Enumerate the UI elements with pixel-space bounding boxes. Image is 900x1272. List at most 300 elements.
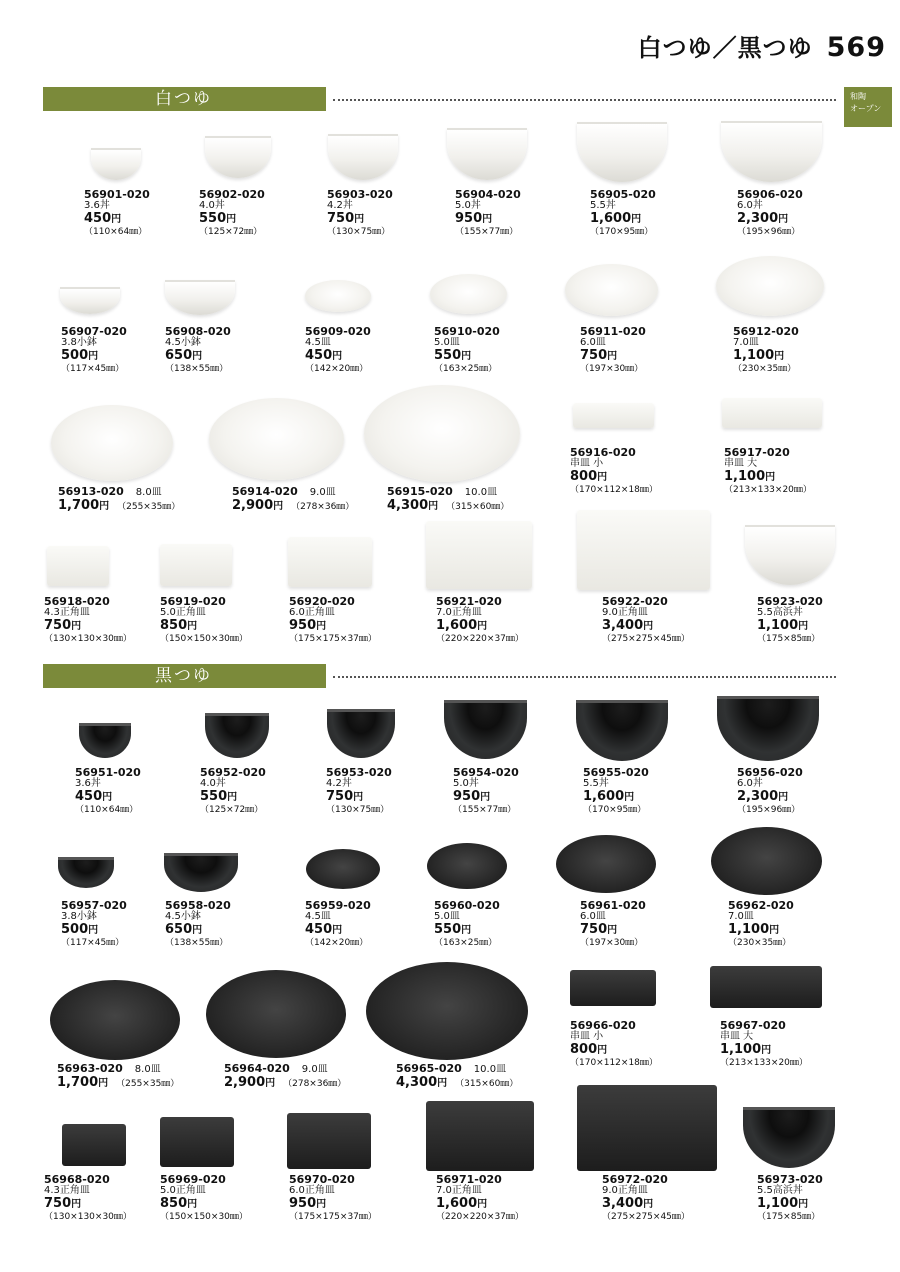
product-image bbox=[426, 521, 532, 589]
product-name: 6.0正角皿 bbox=[289, 607, 335, 618]
product-dimensions: （170×95㎜） bbox=[583, 805, 647, 815]
product-image bbox=[79, 723, 131, 758]
product-price: 2,900 bbox=[232, 498, 274, 513]
product-price: 450 bbox=[305, 348, 333, 363]
product-image bbox=[327, 709, 395, 758]
product-price: 750 bbox=[580, 922, 608, 937]
product-name: 10.0皿 bbox=[473, 1064, 507, 1075]
product-name: 8.0皿 bbox=[135, 487, 162, 498]
product-name: 4.0丼 bbox=[199, 200, 225, 211]
product-price: 950 bbox=[289, 618, 317, 633]
product-dimensions: （278×36㎜） bbox=[291, 502, 355, 512]
product-price: 450 bbox=[75, 789, 103, 804]
product-item bbox=[570, 1020, 658, 1069]
side-tab-line2: オープン bbox=[850, 104, 882, 113]
yen-unit: 円 bbox=[187, 621, 198, 632]
product-item bbox=[455, 189, 521, 238]
product-dimensions: （175×85㎜） bbox=[757, 634, 821, 644]
product-price: 550 bbox=[434, 922, 462, 937]
product-image bbox=[51, 405, 173, 481]
product-code: 56914-020 bbox=[232, 485, 298, 498]
product-item bbox=[570, 447, 658, 496]
product-dimensions: （213×133×20㎜） bbox=[720, 1058, 808, 1068]
product-item bbox=[165, 326, 231, 375]
product-dimensions: （315×60㎜） bbox=[455, 1079, 519, 1089]
product-item bbox=[200, 767, 266, 816]
yen-unit: 円 bbox=[461, 351, 472, 362]
product-image bbox=[556, 835, 656, 893]
yen-unit: 円 bbox=[774, 351, 785, 362]
product-code: 56906-020 bbox=[737, 188, 803, 201]
product-code: 56907-020 bbox=[61, 325, 127, 338]
product-name: 7.0正角皿 bbox=[436, 1185, 482, 1196]
product-item bbox=[453, 767, 519, 816]
yen-unit: 円 bbox=[643, 1199, 654, 1210]
yen-unit: 円 bbox=[643, 621, 654, 632]
product-price: 4,300 bbox=[387, 498, 429, 513]
product-code: 56957-020 bbox=[61, 899, 127, 912]
product-price: 2,900 bbox=[224, 1075, 266, 1090]
product-dimensions: （230×35㎜） bbox=[733, 364, 797, 374]
product-price: 450 bbox=[84, 211, 112, 226]
product-item bbox=[289, 1174, 377, 1223]
product-name: 3.6丼 bbox=[75, 778, 101, 789]
product-code: 56916-020 bbox=[570, 446, 636, 459]
yen-unit: 円 bbox=[631, 214, 642, 225]
product-code: 56910-020 bbox=[434, 325, 500, 338]
product-image bbox=[364, 385, 520, 482]
product-name: 5.5高浜丼 bbox=[757, 1185, 803, 1196]
yen-unit: 円 bbox=[354, 214, 365, 225]
product-name: 5.0正角皿 bbox=[160, 1185, 206, 1196]
product-code: 56905-020 bbox=[590, 188, 656, 201]
product-image bbox=[91, 148, 141, 180]
product-image bbox=[447, 128, 527, 180]
yen-unit: 円 bbox=[265, 1078, 276, 1089]
product-dimensions: （197×30㎜） bbox=[580, 364, 644, 374]
yen-unit: 円 bbox=[332, 351, 343, 362]
product-item bbox=[724, 447, 812, 496]
product-price: 650 bbox=[165, 348, 193, 363]
product-name: 7.0皿 bbox=[733, 337, 759, 348]
yen-unit: 円 bbox=[477, 621, 488, 632]
product-code: 56912-020 bbox=[733, 325, 799, 338]
product-price: 1,100 bbox=[720, 1042, 762, 1057]
page-number: 569 bbox=[826, 32, 886, 63]
product-image bbox=[205, 713, 269, 758]
product-item bbox=[757, 596, 823, 645]
product-image bbox=[205, 136, 271, 178]
product-image bbox=[710, 966, 822, 1008]
product-image bbox=[305, 280, 371, 312]
section-divider-white bbox=[333, 99, 836, 101]
product-name: 10.0皿 bbox=[464, 487, 498, 498]
product-name: 5.5高浜丼 bbox=[757, 607, 803, 618]
product-item bbox=[436, 1174, 524, 1223]
product-name: 7.0正角皿 bbox=[436, 607, 482, 618]
product-code: 56967-020 bbox=[720, 1019, 786, 1032]
product-name: 9.0正角皿 bbox=[602, 1185, 648, 1196]
yen-unit: 円 bbox=[316, 1199, 327, 1210]
page-title-text: 白つゆ／黒つゆ bbox=[637, 34, 813, 62]
yen-unit: 円 bbox=[273, 501, 284, 512]
product-dimensions: （130×130×30㎜） bbox=[44, 634, 132, 644]
product-name: 7.0皿 bbox=[728, 911, 754, 922]
product-code: 56904-020 bbox=[455, 188, 521, 201]
product-dimensions: （155×77㎜） bbox=[455, 227, 519, 237]
product-image bbox=[60, 287, 120, 314]
product-name: 3.8小鉢 bbox=[61, 337, 97, 348]
product-code: 56911-020 bbox=[580, 325, 646, 338]
product-image bbox=[716, 256, 824, 316]
product-dimensions: （275×275×45㎜） bbox=[602, 1212, 690, 1222]
product-dimensions: （117×45㎜） bbox=[61, 364, 125, 374]
product-price: 450 bbox=[305, 922, 333, 937]
product-image bbox=[366, 962, 528, 1060]
product-name: 5.5丼 bbox=[583, 778, 609, 789]
product-price: 750 bbox=[44, 618, 72, 633]
section-header-black: 黒つゆ bbox=[43, 664, 326, 688]
product-name: 8.0皿 bbox=[134, 1064, 161, 1075]
product-name: 4.2丼 bbox=[326, 778, 352, 789]
product-name: 4.2丼 bbox=[327, 200, 353, 211]
section-divider-black bbox=[333, 676, 836, 678]
yen-unit: 円 bbox=[437, 1078, 448, 1089]
product-price: 2,300 bbox=[737, 211, 779, 226]
yen-unit: 円 bbox=[461, 925, 472, 936]
product-image bbox=[570, 970, 656, 1006]
product-image bbox=[160, 1117, 234, 1167]
product-name: 串皿 大 bbox=[724, 458, 758, 469]
product-name: 5.0皿 bbox=[434, 911, 460, 922]
product-image bbox=[577, 510, 710, 590]
product-price: 950 bbox=[289, 1196, 317, 1211]
yen-unit: 円 bbox=[607, 925, 618, 936]
yen-unit: 円 bbox=[192, 351, 203, 362]
product-item bbox=[44, 596, 132, 645]
product-price: 750 bbox=[44, 1196, 72, 1211]
category-side-tab bbox=[844, 87, 892, 127]
product-price: 500 bbox=[61, 348, 89, 363]
product-item bbox=[326, 767, 392, 816]
yen-unit: 円 bbox=[607, 351, 618, 362]
product-code: 56951-020 bbox=[75, 766, 141, 779]
product-item bbox=[733, 326, 799, 375]
product-price: 1,100 bbox=[728, 922, 770, 937]
product-price: 1,700 bbox=[57, 1075, 99, 1090]
product-image bbox=[721, 121, 822, 182]
product-code: 56918-020 bbox=[44, 595, 110, 608]
yen-unit: 円 bbox=[482, 214, 493, 225]
product-dimensions: （195×96㎜） bbox=[737, 227, 801, 237]
product-item bbox=[434, 326, 500, 375]
product-item bbox=[396, 1063, 518, 1092]
product-name: 9.0皿 bbox=[309, 487, 336, 498]
yen-unit: 円 bbox=[99, 501, 110, 512]
product-name: 4.5皿 bbox=[305, 337, 331, 348]
product-dimensions: （138×55㎜） bbox=[165, 364, 229, 374]
product-dimensions: （275×275×45㎜） bbox=[602, 634, 690, 644]
product-code: 56966-020 bbox=[570, 1019, 636, 1032]
product-item bbox=[580, 900, 646, 949]
yen-unit: 円 bbox=[778, 792, 789, 803]
product-item bbox=[720, 1020, 808, 1069]
yen-unit: 円 bbox=[353, 792, 364, 803]
product-item bbox=[436, 596, 524, 645]
product-name: 4.3正角皿 bbox=[44, 607, 90, 618]
product-dimensions: （125×72㎜） bbox=[199, 227, 263, 237]
product-image bbox=[160, 544, 232, 586]
product-dimensions: （142×20㎜） bbox=[305, 938, 369, 948]
product-code: 56922-020 bbox=[602, 595, 668, 608]
product-code: 56973-020 bbox=[757, 1173, 823, 1186]
product-name: 6.0正角皿 bbox=[289, 1185, 335, 1196]
product-code: 56917-020 bbox=[724, 446, 790, 459]
product-code: 56960-020 bbox=[434, 899, 500, 912]
product-item bbox=[387, 486, 509, 515]
yen-unit: 円 bbox=[332, 925, 343, 936]
product-dimensions: （125×72㎜） bbox=[200, 805, 264, 815]
product-code: 56921-020 bbox=[436, 595, 502, 608]
product-code: 56920-020 bbox=[289, 595, 355, 608]
product-image bbox=[58, 857, 114, 888]
product-code: 56954-020 bbox=[453, 766, 519, 779]
product-item bbox=[737, 189, 803, 238]
product-dimensions: （230×35㎜） bbox=[728, 938, 792, 948]
product-image bbox=[430, 274, 507, 314]
product-dimensions: （130×75㎜） bbox=[326, 805, 390, 815]
yen-unit: 円 bbox=[71, 621, 82, 632]
product-item bbox=[61, 900, 127, 949]
product-item bbox=[602, 1174, 690, 1223]
yen-unit: 円 bbox=[111, 214, 122, 225]
product-name: 串皿 小 bbox=[570, 1031, 604, 1042]
product-dimensions: （175×85㎜） bbox=[757, 1212, 821, 1222]
product-name: 5.0丼 bbox=[455, 200, 481, 211]
product-price: 1,700 bbox=[58, 498, 100, 513]
product-dimensions: （130×130×30㎜） bbox=[44, 1212, 132, 1222]
side-tab-line1: 和陶 bbox=[850, 92, 866, 101]
product-image bbox=[47, 546, 109, 586]
product-price: 800 bbox=[570, 469, 598, 484]
product-name: 6.0丼 bbox=[737, 200, 763, 211]
product-dimensions: （170×95㎜） bbox=[590, 227, 654, 237]
product-code: 56909-020 bbox=[305, 325, 371, 338]
product-dimensions: （170×112×18㎜） bbox=[570, 1058, 658, 1068]
product-code: 56901-020 bbox=[84, 188, 150, 201]
product-item bbox=[728, 900, 794, 949]
product-name: 4.5小鉢 bbox=[165, 911, 201, 922]
yen-unit: 円 bbox=[428, 501, 439, 512]
product-dimensions: （117×45㎜） bbox=[61, 938, 125, 948]
yen-unit: 円 bbox=[480, 792, 491, 803]
product-image bbox=[288, 537, 372, 587]
product-code: 56959-020 bbox=[305, 899, 371, 912]
product-item bbox=[75, 767, 141, 816]
product-item bbox=[232, 486, 354, 515]
product-price: 800 bbox=[570, 1042, 598, 1057]
product-price: 750 bbox=[327, 211, 355, 226]
yen-unit: 円 bbox=[597, 1045, 608, 1056]
yen-unit: 円 bbox=[597, 472, 608, 483]
product-code: 56969-020 bbox=[160, 1173, 226, 1186]
product-name: 5.0皿 bbox=[434, 337, 460, 348]
product-item bbox=[757, 1174, 823, 1223]
product-item bbox=[44, 1174, 132, 1223]
yen-unit: 円 bbox=[88, 925, 99, 936]
product-code: 56964-020 bbox=[224, 1062, 290, 1075]
product-code: 56908-020 bbox=[165, 325, 231, 338]
product-price: 3,400 bbox=[602, 618, 644, 633]
product-price: 1,600 bbox=[590, 211, 632, 226]
product-dimensions: （110×64㎜） bbox=[84, 227, 148, 237]
product-price: 750 bbox=[326, 789, 354, 804]
product-code: 56971-020 bbox=[436, 1173, 502, 1186]
yen-unit: 円 bbox=[192, 925, 203, 936]
product-price: 550 bbox=[434, 348, 462, 363]
product-item bbox=[61, 326, 127, 375]
product-name: 5.0丼 bbox=[453, 778, 479, 789]
product-name: 6.0皿 bbox=[580, 911, 606, 922]
product-code: 56953-020 bbox=[326, 766, 392, 779]
product-image bbox=[209, 398, 344, 480]
product-name: 5.0正角皿 bbox=[160, 607, 206, 618]
product-item bbox=[160, 1174, 248, 1223]
product-image bbox=[427, 843, 507, 889]
product-image bbox=[206, 970, 346, 1058]
yen-unit: 円 bbox=[316, 621, 327, 632]
product-name: 9.0正角皿 bbox=[602, 607, 648, 618]
yen-unit: 円 bbox=[769, 925, 780, 936]
product-price: 3,400 bbox=[602, 1196, 644, 1211]
product-image bbox=[577, 1085, 717, 1171]
yen-unit: 円 bbox=[778, 214, 789, 225]
product-code: 56915-020 bbox=[387, 485, 453, 498]
product-code: 56965-020 bbox=[396, 1062, 462, 1075]
product-code: 56962-020 bbox=[728, 899, 794, 912]
product-item bbox=[58, 486, 180, 515]
product-code: 56919-020 bbox=[160, 595, 226, 608]
product-dimensions: （213×133×20㎜） bbox=[724, 485, 812, 495]
product-code: 56963-020 bbox=[57, 1062, 123, 1075]
product-image bbox=[50, 980, 180, 1060]
section-header-white: 白つゆ bbox=[43, 87, 326, 111]
yen-unit: 円 bbox=[765, 472, 776, 483]
product-item bbox=[84, 189, 150, 238]
product-code: 56958-020 bbox=[165, 899, 231, 912]
product-price: 950 bbox=[453, 789, 481, 804]
product-name: 串皿 大 bbox=[720, 1031, 754, 1042]
product-name: 串皿 小 bbox=[570, 458, 604, 469]
product-dimensions: （163×25㎜） bbox=[434, 364, 498, 374]
product-dimensions: （278×36㎜） bbox=[283, 1079, 347, 1089]
product-item bbox=[580, 326, 646, 375]
product-price: 1,100 bbox=[757, 618, 799, 633]
product-item bbox=[305, 900, 371, 949]
product-code: 56968-020 bbox=[44, 1173, 110, 1186]
product-dimensions: （155×77㎜） bbox=[453, 805, 517, 815]
product-code: 56956-020 bbox=[737, 766, 803, 779]
yen-unit: 円 bbox=[227, 792, 238, 803]
product-dimensions: （110×64㎜） bbox=[75, 805, 139, 815]
product-image bbox=[743, 1107, 835, 1168]
product-item bbox=[602, 596, 690, 645]
product-image bbox=[164, 853, 238, 892]
product-item bbox=[737, 767, 803, 816]
product-dimensions: （170×112×18㎜） bbox=[570, 485, 658, 495]
product-name: 4.5皿 bbox=[305, 911, 331, 922]
product-dimensions: （255×35㎜） bbox=[117, 502, 181, 512]
product-image bbox=[722, 398, 822, 428]
yen-unit: 円 bbox=[761, 1045, 772, 1056]
product-dimensions: （150×150×30㎜） bbox=[160, 1212, 248, 1222]
yen-unit: 円 bbox=[477, 1199, 488, 1210]
product-image bbox=[444, 700, 527, 759]
product-item bbox=[57, 1063, 179, 1092]
product-item bbox=[327, 189, 393, 238]
product-item bbox=[165, 900, 231, 949]
product-image bbox=[328, 134, 398, 180]
product-dimensions: （175×175×37㎜） bbox=[289, 1212, 377, 1222]
product-code: 56903-020 bbox=[327, 188, 393, 201]
product-price: 850 bbox=[160, 1196, 188, 1211]
product-item bbox=[305, 326, 371, 375]
product-price: 1,100 bbox=[724, 469, 766, 484]
product-dimensions: （255×35㎜） bbox=[116, 1079, 180, 1089]
product-item bbox=[590, 189, 656, 238]
product-name: 5.5丼 bbox=[590, 200, 616, 211]
product-name: 3.6丼 bbox=[84, 200, 110, 211]
product-name: 6.0皿 bbox=[580, 337, 606, 348]
product-price: 550 bbox=[200, 789, 228, 804]
product-code: 56952-020 bbox=[200, 766, 266, 779]
product-price: 2,300 bbox=[737, 789, 779, 804]
yen-unit: 円 bbox=[71, 1199, 82, 1210]
product-image bbox=[565, 264, 658, 316]
product-image bbox=[62, 1124, 126, 1166]
product-price: 850 bbox=[160, 618, 188, 633]
product-item bbox=[224, 1063, 346, 1092]
product-code: 56913-020 bbox=[58, 485, 124, 498]
yen-unit: 円 bbox=[88, 351, 99, 362]
product-price: 1,100 bbox=[733, 348, 775, 363]
product-image bbox=[711, 827, 822, 895]
product-dimensions: （220×220×37㎜） bbox=[436, 634, 524, 644]
product-name: 4.0丼 bbox=[200, 778, 226, 789]
yen-unit: 円 bbox=[102, 792, 113, 803]
product-dimensions: （175×175×37㎜） bbox=[289, 634, 377, 644]
product-dimensions: （220×220×37㎜） bbox=[436, 1212, 524, 1222]
product-dimensions: （315×60㎜） bbox=[446, 502, 510, 512]
yen-unit: 円 bbox=[226, 214, 237, 225]
product-name: 6.0丼 bbox=[737, 778, 763, 789]
yen-unit: 円 bbox=[98, 1078, 109, 1089]
product-price: 4,300 bbox=[396, 1075, 438, 1090]
yen-unit: 円 bbox=[187, 1199, 198, 1210]
product-image bbox=[576, 700, 668, 761]
product-code: 56923-020 bbox=[757, 595, 823, 608]
product-price: 1,600 bbox=[583, 789, 625, 804]
product-price: 1,100 bbox=[757, 1196, 799, 1211]
product-name: 9.0皿 bbox=[301, 1064, 328, 1075]
yen-unit: 円 bbox=[624, 792, 635, 803]
product-dimensions: （142×20㎜） bbox=[305, 364, 369, 374]
product-price: 550 bbox=[199, 211, 227, 226]
product-image bbox=[717, 696, 819, 761]
product-image bbox=[577, 122, 667, 182]
product-dimensions: （163×25㎜） bbox=[434, 938, 498, 948]
product-item bbox=[583, 767, 649, 816]
